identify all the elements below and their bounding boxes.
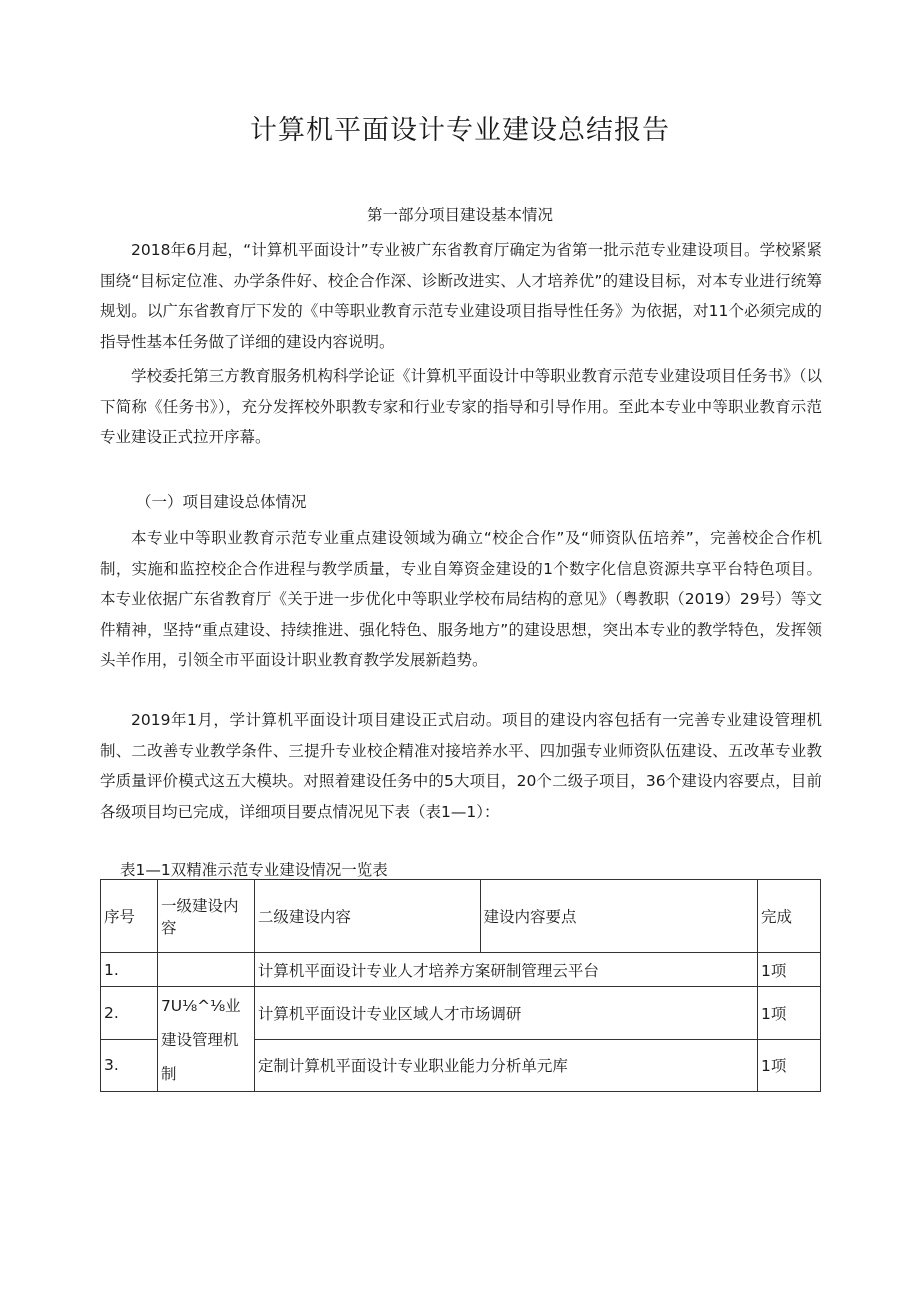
row-number: 2. [101,987,158,1040]
subheading: （一）项目建设总体情况 [136,493,307,511]
construction-table [100,879,821,1092]
header-cell: 一级建设内容 [157,880,254,953]
table-header-row [101,880,821,953]
table-caption: 表1—1双精准示范专业建设情况一览表 [120,861,388,879]
header-cell: 二级建设内容 [254,880,480,953]
level2-content: 计算机平面设计专业区域人才市场调研 [254,987,757,1040]
table-row [101,953,821,987]
level1-cell-empty [157,953,254,987]
row-number: 1. [101,953,158,987]
header-cell: 建设内容要点 [480,880,758,953]
row-number: 3. [101,1039,158,1092]
completion: 1项 [758,953,821,987]
completion: 1项 [758,1039,821,1092]
header-cell: 完成 [758,880,821,953]
level2-content: 定制计算机平面设计专业职业能力分析单元库 [254,1039,757,1092]
paragraph-4: 2019年1月，学计算机平面设计项目建设正式启动。项目的建设内容包括有一完善专业建设管理机制、二改善专业教学条件、三提升专业校企精准对接培养水平、四加强专业师资队伍建设、五改革专业教学质量评价模式这五大模块。对照着建设任务中的5大项目，20个二级子项目，36个建设内容要点，目前各级项目均已完成，详细项目要点情况见下表（表1—1）： [100,711,822,821]
level2-content: 计算机平面设计专业人才培养方案研制管理云平台 [254,953,757,987]
header-cell: 序号 [101,880,158,953]
report-title: 计算机平面设计专业建设总结报告 [250,115,670,146]
completion: 1项 [758,987,821,1040]
paragraph-2: 学校委托第三方教育服务机构科学论证《计算机平面设计中等职业教育示范专业建设项目任务书》（以下简称《任务书》），充分发挥校外职教专家和行业专家的指导和引导作用。至此本专业中等职业教育示范专业建设正式拉开序幕。 [100,367,822,446]
table-row [101,987,821,1040]
paragraph-1: 2018年6月起，“计算机平面设计”专业被广东省教育厅确定为省第一批示范专业建设项目。学校紧紧围绕“目标定位准、办学条件好、校企合作深、诊断改进实、人才培养优”的建设目标，对本专业进行统筹规划。以广东省教育厅下发的《中等职业教育示范专业建设项目指导性任务》为依据，对11个必须完成的指导性基本任务做了详细的建设内容说明。 [100,241,822,351]
level1-content: 7U⅛^⅛业建设管理机制 [157,987,254,1092]
section-heading: 第一部分项目建设基本情况 [366,206,553,224]
paragraph-3: 本专业中等职业教育示范专业重点建设领域为确立“校企合作”及“师资队伍培养”，完善校企合作机制，实施和监控校企合作进程与教学质量，专业自筹资金建设的1个数字化信息资源共享平台特色项目。本专业依据广东省教育厅《关于进一步优化中等职业学校布局结构的意见》（粤教职（2019）29号）等文件精神，坚持“重点建设、持续推进、强化特色、服务地方”的建设思想，突出本专业的教学特色，发挥领头羊作用，引领全市平面设计职业教育教学发展新趋势。 [100,529,822,669]
